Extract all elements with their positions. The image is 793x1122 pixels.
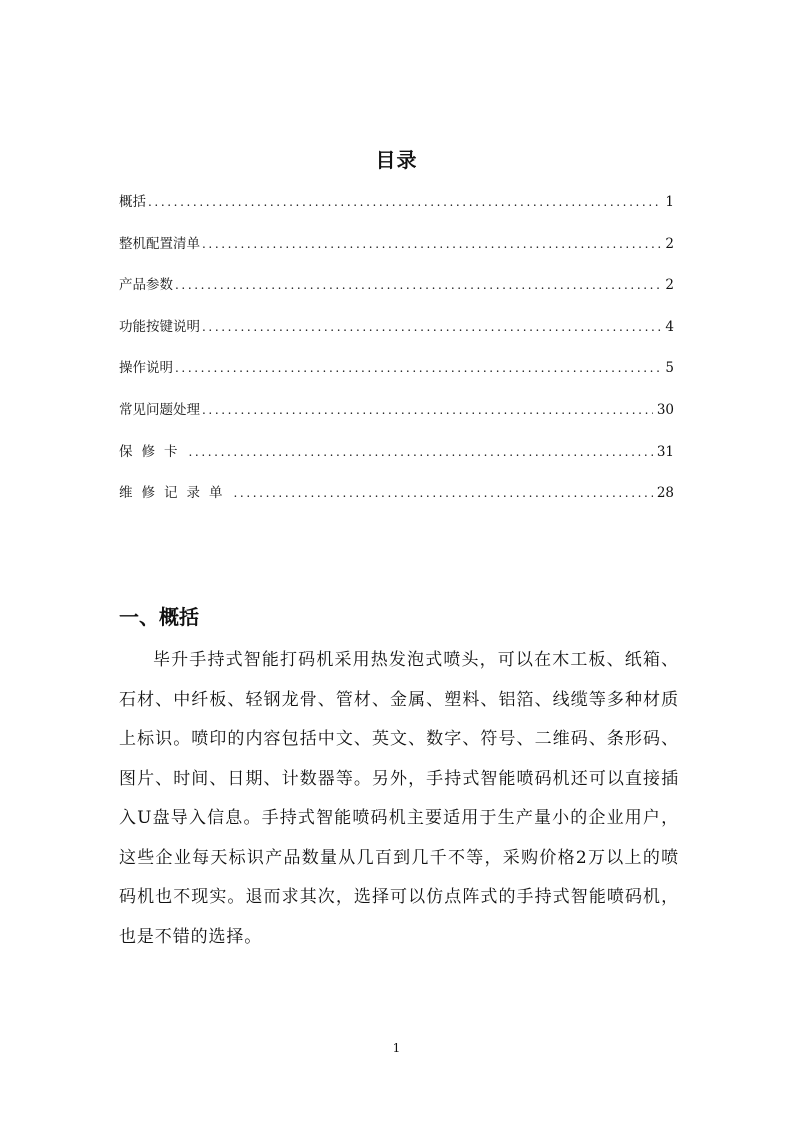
toc-dot-leader xyxy=(175,278,661,292)
toc-entry-page: 1 xyxy=(665,194,674,210)
table-of-contents xyxy=(119,190,674,523)
body-paragraph: 毕升手持式智能打码机采用热发泡式喷头，可以在木工板、纸箱、石材、中纤板、轻钢龙骨、管材、金属、塑料、铝箔、线缆等多种材质上标识。喷印的内容包括中文、英文、数字、符号、二维码、条形码、图片、时间、日期、计数器等。另外，手持式智能喷码机还可以直接插入U盘导入信息。手持式智能喷码机主要适用于生产量小的企业用户，这些企业每天标识产品数量从几百到几千不等，采购价格2万以上的喷码机也不现实。退而求其次，选择可以仿点阵式的手持式智能喷码机，也是不错的选择。 xyxy=(119,650,679,947)
toc-entry-label: 维修记录单 xyxy=(119,485,232,502)
toc-entry-label: 常见问题处理 xyxy=(119,401,200,418)
toc-entry-label: 整机配置清单 xyxy=(119,235,200,252)
toc-dot-leader xyxy=(148,195,661,209)
toc-entry-warranty-card[interactable] xyxy=(119,440,674,482)
section-heading: 一、概括 xyxy=(119,605,199,629)
toc-dot-leader xyxy=(202,320,661,334)
toc-entry-configuration-list[interactable] xyxy=(119,232,674,274)
toc-entry-label: 操作说明 xyxy=(119,360,173,377)
toc-entry-label: 产品参数 xyxy=(119,277,173,294)
toc-entry-page: 30 xyxy=(656,401,674,418)
toc-entry-page: 5 xyxy=(665,360,674,377)
toc-entry-repair-record[interactable] xyxy=(119,481,674,523)
toc-entry-product-parameters[interactable] xyxy=(119,273,674,315)
toc-entry-page: 2 xyxy=(665,277,674,294)
toc-entry-page: 31 xyxy=(656,443,674,460)
toc-entry-label: 功能按键说明 xyxy=(119,318,200,335)
toc-dot-leader xyxy=(189,445,653,459)
toc-entry-troubleshooting[interactable] xyxy=(119,398,674,440)
toc-entry-page: 2 xyxy=(665,235,674,252)
toc-dot-leader xyxy=(234,486,653,500)
toc-entry-overview[interactable] xyxy=(119,190,674,232)
toc-dot-leader xyxy=(175,361,661,375)
toc-title: 目录 xyxy=(375,148,418,172)
toc-entry-operation-instructions[interactable] xyxy=(119,356,674,398)
page-number: 1 xyxy=(392,1041,401,1055)
toc-entry-page: 28 xyxy=(656,485,674,502)
toc-dot-leader xyxy=(202,403,653,417)
toc-entry-function-keys[interactable] xyxy=(119,315,674,357)
toc-entry-label: 保修卡 xyxy=(119,443,187,460)
toc-dot-leader xyxy=(202,237,661,251)
toc-entry-page: 4 xyxy=(665,318,674,335)
toc-entry-label: 概括 xyxy=(119,194,146,210)
